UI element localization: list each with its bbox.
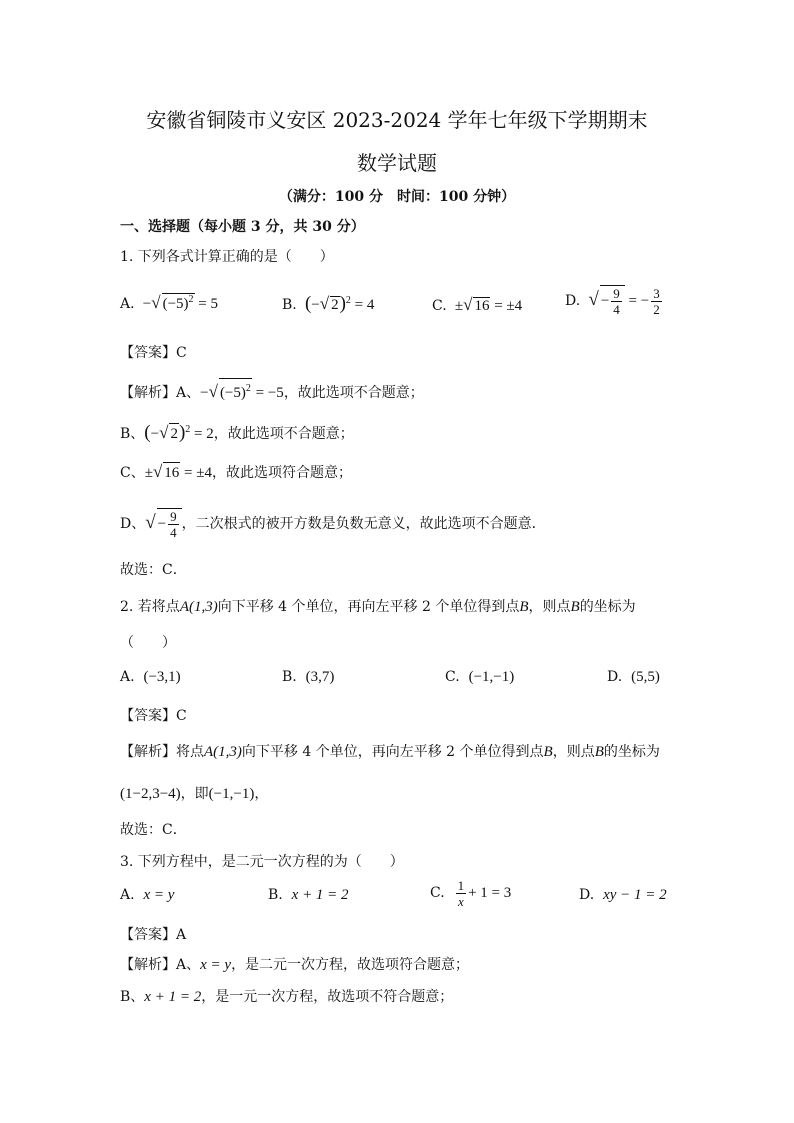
q3-option-a-label: A. [120, 887, 135, 903]
q1-option-a [120, 293, 218, 313]
q2-stem-end: 的坐标为 [579, 599, 636, 615]
q3-explanation-a [120, 955, 469, 975]
q1-expl-label: 【解析】A、 [120, 385, 201, 401]
q2-option-b-value: (3,7) [305, 669, 335, 685]
q3-expl-label: 【解析】A、 [120, 957, 201, 973]
q1-expl-c-prefix: C、 [120, 465, 145, 481]
q3-option-b [268, 887, 349, 904]
q3-expl-a-eq: x = y [200, 957, 232, 973]
q2-stem-prefix: 2. 若将点 [120, 599, 180, 615]
q3-option-d-value: xy − 1 = 2 [603, 887, 667, 903]
q2-option-c-value: (−1,−1) [468, 669, 515, 685]
q2-point-b-2: B [570, 599, 580, 615]
q3-option-b-value: x + 1 = 2 [291, 887, 349, 903]
q2-option-a-label: A. [120, 669, 135, 685]
document-title: 安徽省铜陵市义安区 2023-2024 学年七年级下学期期末 [146, 108, 648, 132]
question-2-stem [120, 597, 636, 617]
q2-expl-point-b-2: B [594, 744, 604, 760]
q1-expl-c-formula: ±√ 16 = ±4 [144, 462, 212, 481]
q2-option-c [445, 669, 514, 686]
question-1-stem: 1. 下列各式计算正确的是（ ） [120, 249, 334, 265]
q1-explanation-b [120, 420, 354, 444]
q1-option-d [565, 285, 664, 317]
question-3-stem: 3. 下列方程中，是二元一次方程的为（ ） [120, 854, 404, 870]
q1-conclusion: 故选：C． [120, 562, 187, 578]
q1-explanation-c [120, 462, 352, 483]
q2-option-a [120, 669, 181, 686]
q2-conclusion: 故选：C． [120, 822, 187, 838]
q1-option-b-label: B. [282, 297, 297, 313]
q2-explanation [120, 742, 660, 762]
q2-calc-end: ， [254, 786, 269, 802]
q2-expl-mid2: ，则点 [552, 744, 595, 760]
q2-point-a: A(1,3) [179, 599, 218, 615]
q1-option-c-formula: ±√ 16 = ±4 [451, 295, 523, 314]
q1-option-c-label: C. [432, 298, 447, 314]
q2-expl-point-b: B [543, 744, 553, 760]
q2-calc-mid: ，即 [180, 786, 209, 802]
q1-expl-a-text: ，故此选项不合题意； [283, 385, 424, 401]
exam-info: （满分：100 分 时间：100 分钟） [278, 189, 516, 205]
q1-option-b [282, 293, 374, 315]
q1-option-a-formula: −√ $(-5)^2 = 5$ [139, 293, 218, 312]
q2-paren: （ ） [120, 635, 176, 651]
q1-expl-d-text: ，二次根式的被开方数是负数无意义，故此选项不合题意． [181, 515, 546, 532]
q1-expl-a-formula: −√ $(-5)^2 = -5$ [200, 385, 284, 401]
q2-option-b [282, 669, 334, 686]
q1-expl-b-prefix: B、 [120, 426, 145, 442]
q3-option-a-value: x = y [143, 887, 175, 903]
q2-stem-mid: 向下平移 4 个单位，再向左平移 2 个单位得到点 [217, 599, 520, 615]
q2-option-d-label: D. [607, 669, 623, 685]
q2-answer: 【答案】C [120, 708, 187, 724]
q2-expl-point-a: A(1,3) [204, 744, 242, 760]
q3-expl-b-prefix: B、 [120, 989, 145, 1005]
q3-option-b-label: B. [268, 887, 283, 903]
q3-expl-b-eq: x + 1 = 2 [144, 989, 202, 1005]
q1-expl-d-prefix: D、 [120, 515, 146, 532]
q3-option-c [430, 878, 511, 909]
q3-answer: 【答案】A [120, 927, 187, 943]
q2-expl-end: 的坐标为 [603, 744, 660, 760]
q3-option-c-formula: $\frac{1}{x}$ + 1 = 3 [457, 878, 512, 909]
q2-calc-result: (−1,−1) [208, 786, 255, 802]
q2-option-c-label: C. [445, 669, 460, 685]
q3-option-d-label: D. [579, 887, 595, 903]
q1-option-a-label: A. [120, 296, 135, 312]
q1-expl-d-formula: √ − $\frac{9}{4}$ [145, 516, 181, 532]
q1-explanation-a [120, 378, 424, 403]
q1-option-b-formula: (−√ 2)$^2$ = 4 [304, 293, 375, 314]
q2-stem-mid2: ，则点 [528, 599, 571, 615]
q3-expl-b-text: ，是一元一次方程，故选项不符合题意； [201, 989, 454, 1005]
q1-expl-b-text: ，故此选项不合题意； [213, 426, 354, 442]
q2-point-b: B [519, 599, 529, 615]
q2-option-d [607, 669, 660, 686]
q2-option-a-value: (−3,1) [143, 669, 181, 685]
q1-expl-b-formula: (−√ 2)$^2$ = 2 [144, 422, 214, 443]
q2-expl-prefix: 【解析】将点 [120, 744, 204, 760]
q1-explanation-d [120, 508, 546, 540]
section-heading: 一、选择题（每小题 3 分，共 30 分） [120, 219, 365, 235]
q1-option-d-formula: √ − $\frac{9}{4}$ = − $\frac{3}{2}$ [588, 286, 660, 317]
q1-option-d-label: D. [565, 292, 581, 309]
q3-option-c-label: C. [430, 884, 445, 901]
q2-calculation [120, 784, 268, 804]
q1-answer: 【答案】C [120, 345, 187, 361]
document-subtitle: 数学试题 [357, 151, 437, 175]
q3-explanation-b [120, 987, 453, 1007]
q3-option-d [579, 887, 667, 904]
q1-option-c [432, 295, 522, 315]
q2-calc: (1−2,3−4) [120, 786, 181, 802]
q2-option-d-value: (5,5) [631, 669, 660, 685]
q3-expl-a-text: ，是二元一次方程，故选项符合题意； [231, 957, 470, 973]
q2-option-b-label: B. [282, 669, 297, 685]
q1-expl-c-text: ，故此选项符合题意； [212, 465, 352, 481]
q3-option-a [120, 887, 174, 904]
q2-expl-mid: 向下平移 4 个单位，再向左平移 2 个单位得到点 [241, 744, 544, 760]
